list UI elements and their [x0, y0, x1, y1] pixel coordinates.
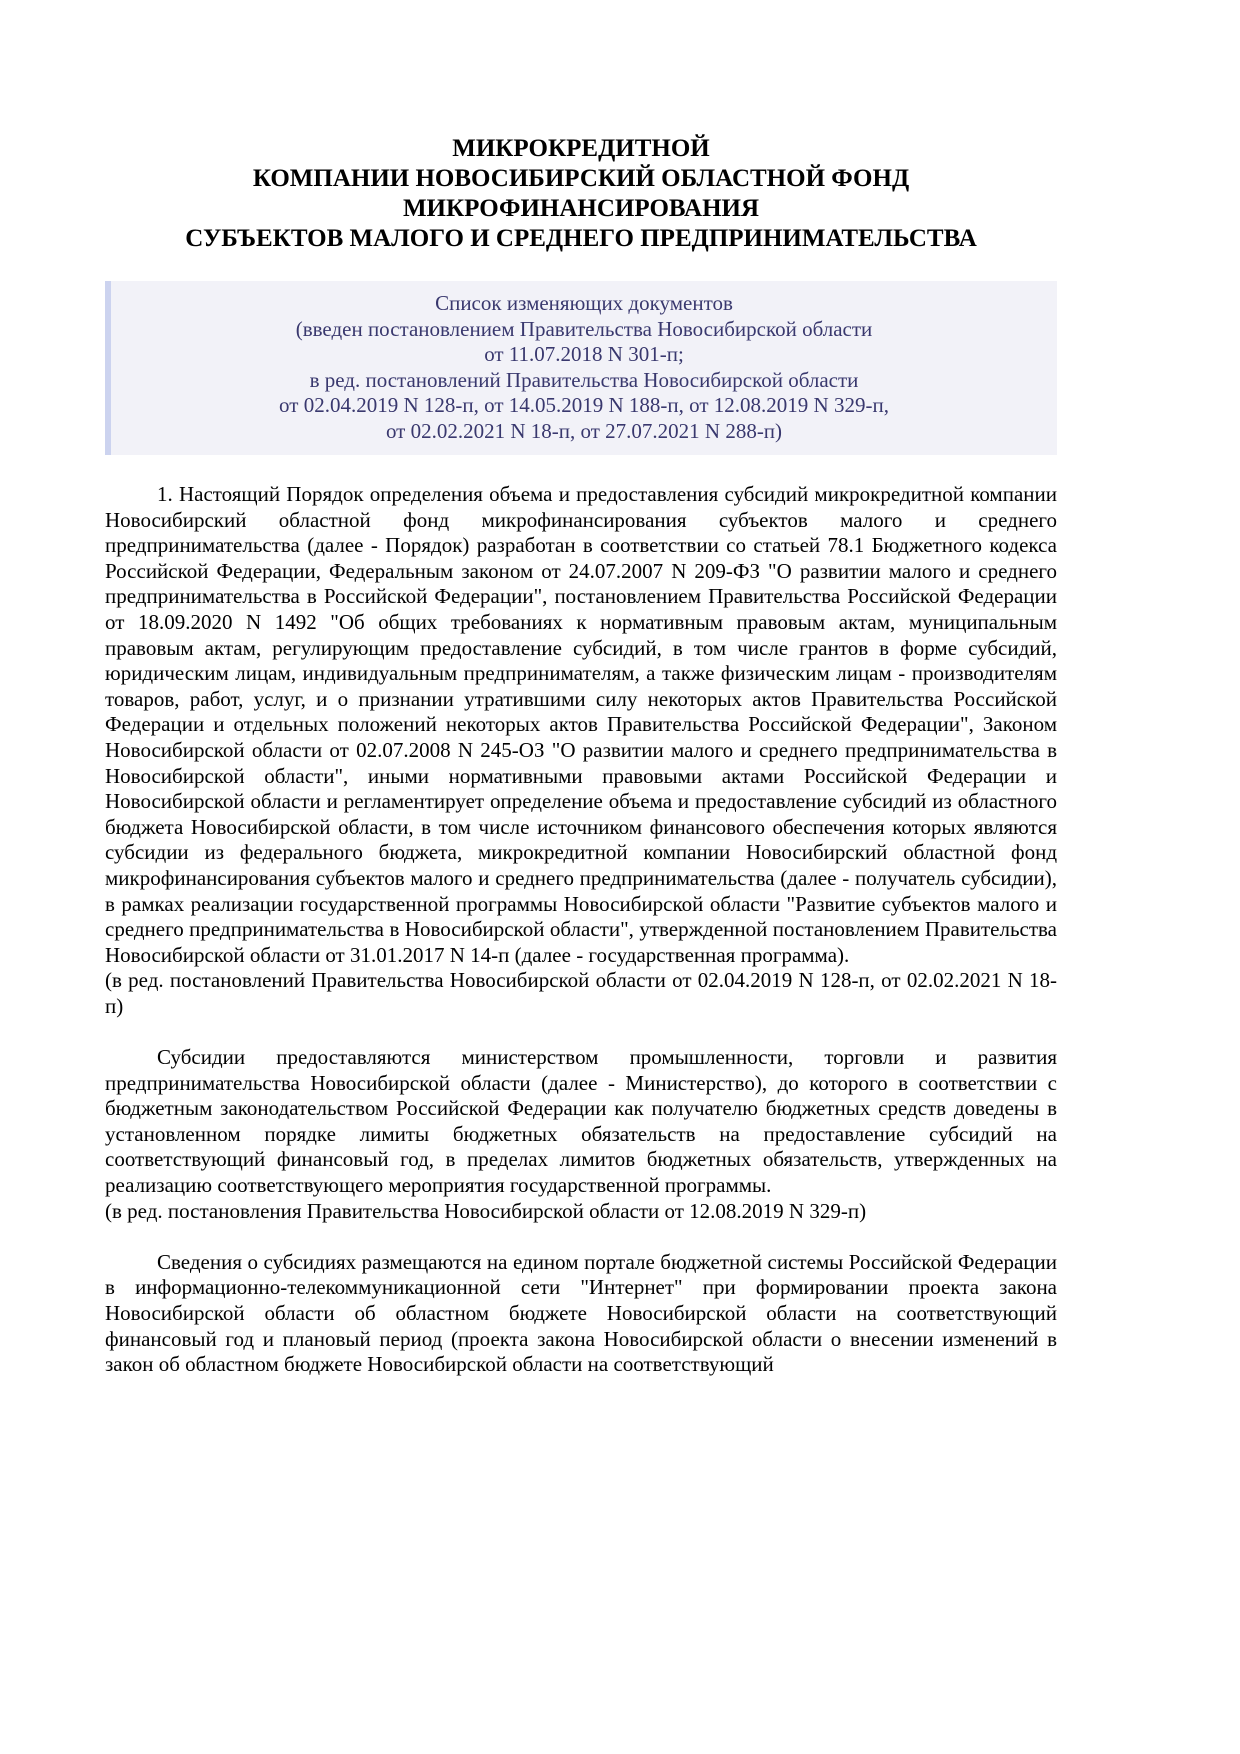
- document-title: [105, 134, 1057, 254]
- changes-line: в ред. постановлений Правительства Новосибирской области: [309, 367, 859, 392]
- spacer: [105, 1019, 1057, 1045]
- paragraph-2: Субсидии предоставляются министерством промышленности, торговли и развития предпринимательства Новосибирской области (далее - Министерство), до которого в соответствии с бюджетным законодательством Российской Федерации как получателю бюджетных средств доведены в установленном порядке лимиты бюджетных обязательств на предоставление субсидий на соответствующий финансовый год, в пределах лимитов бюджетных обязательств, утвержденных на реализацию соответствующего мероприятия государственной программы.: [105, 1045, 1057, 1198]
- amendment-note: (в ред. постановлений Правительства Новосибирской области от 02.04.2019 N 128-п, от 02.02.2021 N 18-п): [105, 968, 1057, 1018]
- changes-line: от 11.07.2018 N 301-п;: [484, 342, 684, 367]
- document-body: [105, 482, 1057, 1378]
- changes-line: Список изменяющих документов: [435, 291, 733, 315]
- changes-line: от 02.04.2019 N 128-п, от 14.05.2019 N 188-п, от 12.08.2019 N 329-п,: [279, 393, 889, 418]
- title-line: МИКРОФИНАНСИРОВАНИЯ: [402, 195, 760, 222]
- amendment-note: (в ред. постановления Правительства Новосибирской области от 12.08.2019 N 329-п): [105, 1198, 867, 1223]
- changes-line: от 02.02.2021 N 18-п, от 27.07.2021 N 288-п): [385, 418, 783, 443]
- changes-line: (введен постановлением Правительства Новосибирской области: [295, 316, 873, 341]
- paragraph-1: 1. Настоящий Порядок определения объема и предоставления субсидий микрокредитной компании Новосибирский областной фонд микрофинансирования субъектов малого и среднего предпринимательства (далее - Порядок) разработан в соответствии со статьей 78.1 Бюджетного кодекса Российской Федерации, Федеральным законом от 24.07.2007 N 209-ФЗ "О развитии малого и среднего предпринимательства в Российской Федерации", постановлением Правительства Российской Федерации от 18.09.2020 N 1492 "Об общих требованиях к нормативным правовым актам, муниципальным правовым актам, регулирующим предоставление субсидий, в том числе грантов в форме субсидий, юридическим лицам, индивидуальным предпринимателям, а также физическим лицам - производителям товаров, работ, услуг, и о признании утратившими силу некоторых актов Правительства Российской Федерации и отдельных положений некоторых актов Правительства Российской Федерации", Законом Новосибирской области от 02.07.2008 N 245-ОЗ "О развитии малого и среднего предпринимательства в Новосибирской области", иными нормативными правовыми актами Российской Федерации и Новосибирской области и регламентирует определение объема и предоставление субсидий из областного бюджета Новосибирской области, в том числе источником финансового обеспечения которых являются субсидии из федерального бюджета, микрокредитной компании Новосибирский областной фонд микрофинансирования субъектов малого и среднего предпринимательства (далее - получатель субсидии), в рамках реализации государственной программы Новосибирской области "Развитие субъектов малого и среднего предпринимательства в Новосибирской области", утвержденной постановлением Правительства Новосибирской области от 31.01.2017 N 14-п (далее - государственная программа).: [105, 482, 1057, 967]
- changes-list-box: [105, 281, 1057, 455]
- title-line: СУБЪЕКТОВ МАЛОГО И СРЕДНЕГО ПРЕДПРИНИМАТЕЛЬСТВА: [185, 225, 977, 252]
- spacer: [105, 1224, 1057, 1250]
- title-line: МИКРОКРЕДИТНОЙ: [452, 135, 710, 162]
- title-line: КОМПАНИИ НОВОСИБИРСКИЙ ОБЛАСТНОЙ ФОНД: [252, 165, 910, 192]
- paragraph-3: Сведения о субсидиях размещаются на едином портале бюджетной системы Российской Федерации в информационно-телекоммуникационной сети "Интернет" при формировании проекта закона Новосибирской области об областном бюджете Новосибирской области на соответствующий финансовый год и плановый период (проекта закона Новосибирской области о внесении изменений в закон об областном бюджете Новосибирской области на соответствующий: [105, 1249, 1057, 1377]
